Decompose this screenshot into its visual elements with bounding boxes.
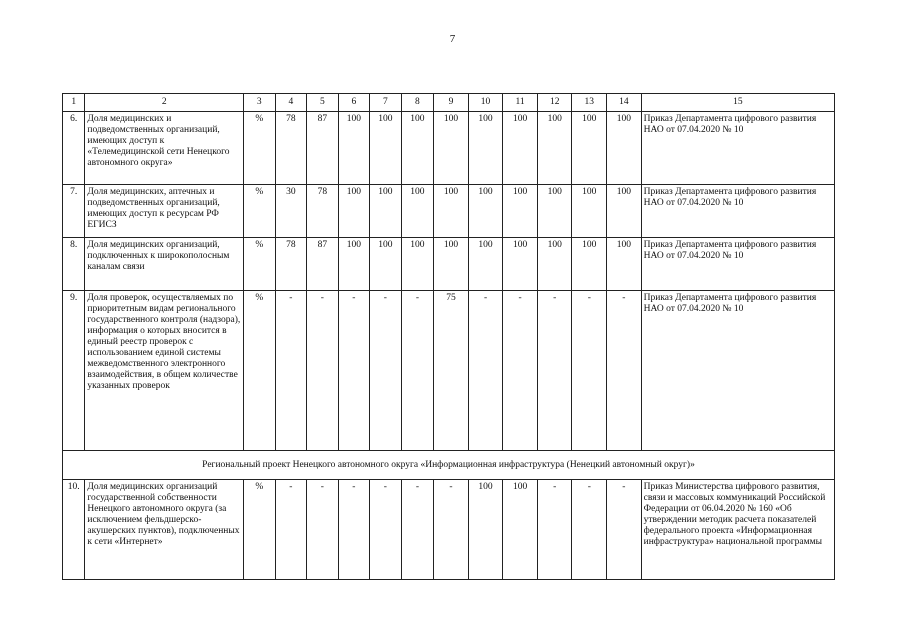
row-number: 6.	[63, 112, 85, 185]
header-cell: 13	[572, 94, 607, 112]
unit-cell: %	[244, 112, 276, 185]
indicator-name: Доля медицинских организаций, подключенных к широкополосным каналам связи	[85, 238, 244, 291]
value-cell: 87	[307, 112, 339, 185]
value-cell: 100	[434, 112, 469, 185]
value-cell: -	[572, 291, 607, 451]
value-cell: 100	[468, 238, 503, 291]
row-number: 9.	[63, 291, 85, 451]
indicator-name: Доля проверок, осуществляемых по приоритетным видам регионального государственного контроля (надзора), информация о которых вносится в единый реестр проверок с использованием единой системы межведомственного электронного взаимодействия, в общем количестве указанных проверок	[85, 291, 244, 451]
source-cell: Приказ Департамента цифрового развития НАО от 07.04.2020 № 10	[641, 291, 834, 451]
value-cell: 100	[503, 480, 538, 580]
value-cell: -	[537, 480, 572, 580]
value-cell: 100	[338, 112, 370, 185]
header-cell: 15	[641, 94, 834, 112]
value-cell: -	[468, 291, 503, 451]
value-cell: -	[370, 291, 402, 451]
header-cell: 7	[370, 94, 402, 112]
value-cell: -	[503, 291, 538, 451]
unit-cell: %	[244, 291, 276, 451]
value-cell: 100	[468, 480, 503, 580]
value-cell: -	[607, 480, 642, 580]
table-row	[63, 238, 835, 291]
table-row	[63, 185, 835, 238]
value-cell: -	[338, 291, 370, 451]
value-cell: -	[370, 480, 402, 580]
value-cell: 100	[401, 112, 434, 185]
value-cell: 100	[607, 112, 642, 185]
value-cell: 100	[401, 185, 434, 238]
indicators-table	[62, 93, 835, 580]
header-cell: 12	[537, 94, 572, 112]
header-cell: 4	[275, 94, 307, 112]
header-cell: 1	[63, 94, 85, 112]
unit-cell: %	[244, 480, 276, 580]
header-cell: 3	[244, 94, 276, 112]
value-cell: 78	[275, 238, 307, 291]
unit-cell: %	[244, 185, 276, 238]
value-cell: -	[537, 291, 572, 451]
value-cell: -	[401, 291, 434, 451]
header-cell: 11	[503, 94, 538, 112]
value-cell: -	[607, 291, 642, 451]
table-row	[63, 112, 835, 185]
value-cell: 100	[607, 238, 642, 291]
value-cell: 100	[338, 238, 370, 291]
value-cell: 100	[468, 185, 503, 238]
value-cell: 100	[434, 185, 469, 238]
value-cell: 78	[307, 185, 339, 238]
value-cell: -	[434, 480, 469, 580]
value-cell: 100	[434, 238, 469, 291]
header-cell: 9	[434, 94, 469, 112]
value-cell: 87	[307, 238, 339, 291]
header-cell: 14	[607, 94, 642, 112]
value-cell: 100	[401, 238, 434, 291]
value-cell: -	[307, 291, 339, 451]
value-cell: 30	[275, 185, 307, 238]
value-cell: 100	[468, 112, 503, 185]
indicator-name: Доля медицинских, аптечных и подведомственных организаций, имеющих доступ к ресурсам РФ ЕГИСЗ	[85, 185, 244, 238]
page-number: 7	[449, 33, 456, 45]
row-number: 8.	[63, 238, 85, 291]
value-cell: 100	[503, 238, 538, 291]
value-cell: 100	[537, 238, 572, 291]
value-cell: 100	[503, 112, 538, 185]
value-cell: 100	[537, 112, 572, 185]
value-cell: -	[307, 480, 339, 580]
value-cell: -	[275, 291, 307, 451]
source-cell: Приказ Департамента цифрового развития НАО от 07.04.2020 № 10	[641, 238, 834, 291]
value-cell: 100	[537, 185, 572, 238]
value-cell: -	[275, 480, 307, 580]
indicator-name: Доля медицинских организаций государственной собственности Ненецкого автономного округа (за исключением фельдшерско-акушерских пунктов), подключенных к сети «Интернет»	[85, 480, 244, 580]
value-cell: 100	[572, 238, 607, 291]
header-cell: 5	[307, 94, 339, 112]
table-row	[63, 480, 835, 580]
value-cell: 100	[607, 185, 642, 238]
unit-cell: %	[244, 238, 276, 291]
table-row	[63, 291, 835, 451]
value-cell: 100	[503, 185, 538, 238]
value-cell: 100	[572, 112, 607, 185]
value-cell: -	[338, 480, 370, 580]
section-row	[63, 451, 835, 480]
value-cell: 100	[370, 112, 402, 185]
value-cell: 78	[275, 112, 307, 185]
source-cell: Приказ Министерства цифрового развития, связи и массовых коммуникаций Российской Федерации от 06.04.2020 № 160 «Об утверждении методик расчета показателей федерального проекта «Информационная инфраструктура» национальной программы	[641, 480, 834, 580]
source-cell: Приказ Департамента цифрового развития НАО от 07.04.2020 № 10	[641, 112, 834, 185]
value-cell: -	[401, 480, 434, 580]
value-cell: 100	[370, 185, 402, 238]
value-cell: -	[572, 480, 607, 580]
indicator-name: Доля медицинских и подведомственных организаций, имеющих доступ к «Телемедицинской сети Ненецкого автономного округа»	[85, 112, 244, 185]
row-number: 10.	[63, 480, 85, 580]
source-cell: Приказ Департамента цифрового развития НАО от 07.04.2020 № 10	[641, 185, 834, 238]
row-number: 7.	[63, 185, 85, 238]
section-title: Региональный проект Ненецкого автономного округа «Информационная инфраструктура (Ненецкий автономный округ)»	[63, 451, 835, 480]
value-cell: 100	[572, 185, 607, 238]
header-cell: 6	[338, 94, 370, 112]
header-cell: 10	[468, 94, 503, 112]
header-cell: 2	[85, 94, 244, 112]
header-row	[63, 94, 835, 112]
value-cell: 100	[370, 238, 402, 291]
value-cell: 75	[434, 291, 469, 451]
value-cell: 100	[338, 185, 370, 238]
header-cell: 8	[401, 94, 434, 112]
